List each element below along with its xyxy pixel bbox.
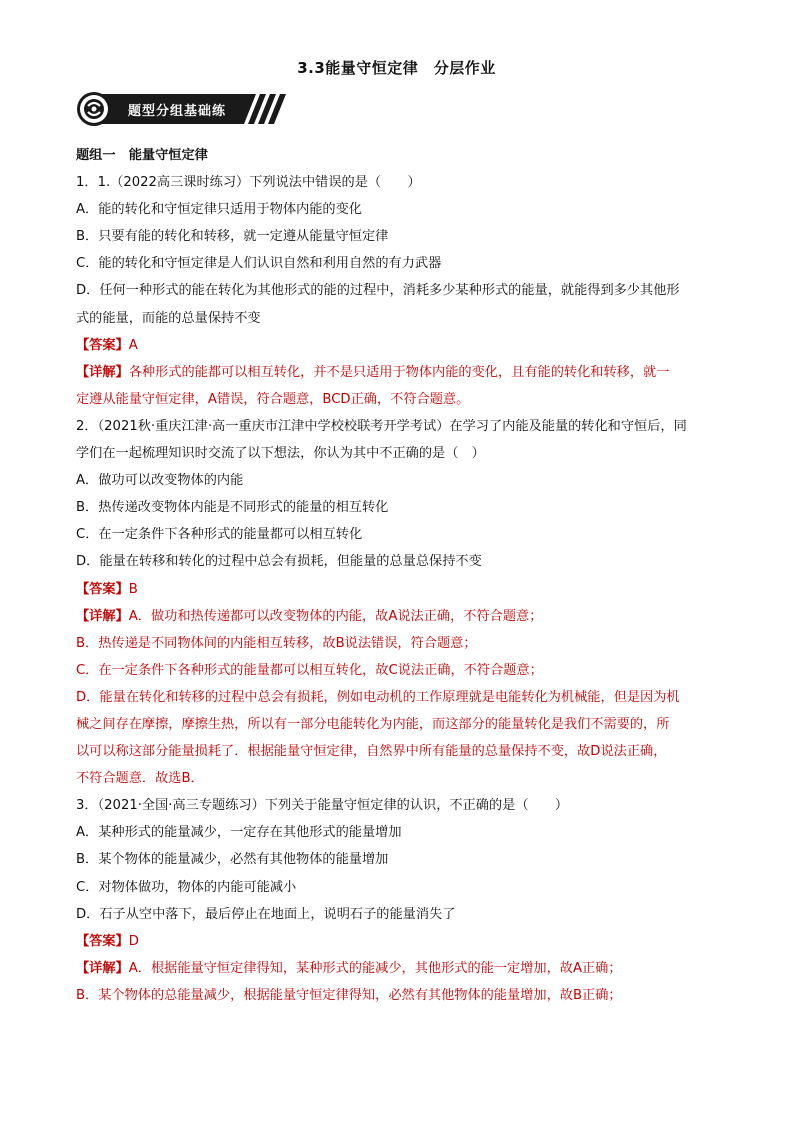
q2-detail-d-line3: 以可以称这部分能量损耗了．根据能量守恒定律，自然界中所有能量的总量保持不变，故D说法正确， [76,744,667,760]
q2-detail-b: B．热传递是不同物体间的内能相互转移，故B说法错误，符合题意； [76,635,477,651]
q2-stem-line2: 学们在一起梳理知识时交流了以下想法，你认为其中不正确的是（ ） [76,446,485,462]
answer-value: D [128,933,139,949]
q3-option-d: D．石子从空中落下，最后停止在地面上，说明石子的能量消失了 [76,906,456,922]
q1-answer [76,332,716,359]
answer-label: 【答案】 [76,933,129,949]
q1-option-d-line2: 式的能量，而能的总量保持不变 [76,310,261,326]
detail-text: A．根据能量守恒定律得知，某种形式的能减少，其他形式的能一定增加，故A正确； [128,960,622,976]
q3-option-b: B．某个物体的能量减少，必然有其他物体的能量增加 [76,852,389,868]
answer-label: 【答案】 [76,581,129,597]
q1-option-d-line1: D．任何一种形式的能在转化为其他形式的能的过程中，消耗多少某种形式的能量，就能得到多少其他形 [76,283,680,299]
q2-stem-line1: 2．（2021秋·重庆江津·高一重庆市江津中学校校联考开学考试）在学习了内能及能量的转化和守恒后，同 [76,418,687,434]
answer-label: 【答案】 [76,337,129,353]
detail-label: 【详解】 [76,364,129,380]
q2-detail-d-line1: D．能量在转化和转移的过程中总会有损耗，例如电动机的工作原理就是电能转化为机械能，但是因为机 [76,689,680,705]
q2-answer [76,576,716,603]
q1-detail-line1 [76,359,716,386]
detail-label: 【详解】 [76,960,129,976]
q3-answer [76,928,716,955]
section-banner [76,92,288,126]
group-heading: 题组一 能量守恒定律 [76,148,208,163]
detail-text: A．做功和热传递都可以改变物体的内能，故A说法正确，不符合题意； [128,608,543,624]
answer-value: A [128,337,138,353]
gear-icon [84,99,104,119]
q1-detail-line2: 定遵从能量守恒定律，A错误，符合题意，BCD正确，不符合题意。 [76,391,470,407]
q2-detail-d-line4: 不符合题意．故选B． [76,771,204,787]
q2-option-c: C．在一定条件下各种形式的能量都可以相互转化 [76,527,363,543]
banner-label: 题型分组基础练 [128,104,227,119]
detail-label: 【详解】 [76,608,129,624]
q3-stem: 3．（2021·全国·高三专题练习）下列关于能量守恒定律的认识，不正确的是（ ） [76,798,569,814]
detail-text: 各种形式的能都可以相互转化，并不是只适用于物体内能的变化，且有能的转化和转移，就一 [128,364,670,380]
q1-option-c: C．能的转化和守恒定律是人们认识自然和利用自然的有力武器 [76,256,442,272]
q1-stem: 1．1.（2022高三课时练习）下列说法中错误的是（ ） [76,175,421,191]
q2-detail-d-line2: 械之间存在摩擦，摩擦生热，所以有一部分电能转化为内能，而这部分的能量转化是我们不需要的，所 [76,716,670,732]
q2-option-b: B．热传递改变物体内能是不同形式的能量的相互转化 [76,500,389,516]
q3-option-a: A．某种形式的能量减少，一定存在其他形式的能量增加 [76,825,402,841]
q2-option-a: A．做功可以改变物体的内能 [76,473,244,489]
q3-detail-a [76,955,716,982]
answer-value: B [128,581,138,597]
q1-option-b: B．只要有能的转化和转移，就一定遵从能量守恒定律 [76,229,389,245]
q2-detail-c: C．在一定条件下各种形式的能量都可以相互转化，故C说法正确，不符合题意； [76,662,543,678]
q3-option-c: C．对物体做功，物体的内能可能减小 [76,879,297,895]
q2-detail-a [76,603,716,630]
document-content [76,142,716,1009]
q1-option-a: A．能的转化和守恒定律只适用于物体内能的变化 [76,202,362,218]
page-title: 3.3能量守恒定律 分层作业 [297,59,496,77]
q2-option-d: D．能量在转移和转化的过程中总会有损耗，但能量的总量总保持不变 [76,554,482,570]
q3-detail-b: B．某个物体的总能量减少，根据能量守恒定律得知，必然有其他物体的能量增加，故B正确； [76,987,622,1003]
